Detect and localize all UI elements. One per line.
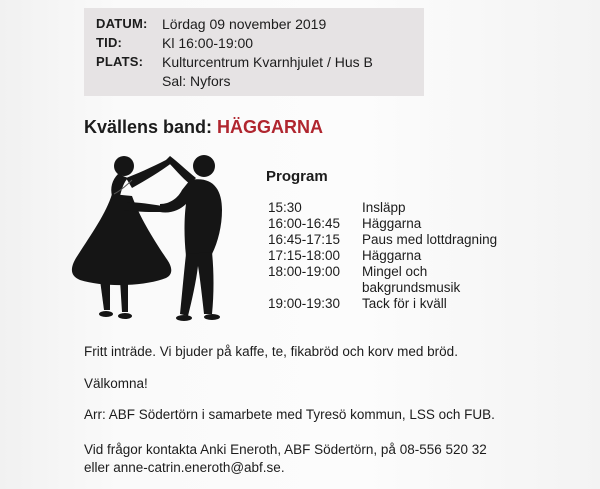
program-activity: bakgrundsmusik [362,280,461,295]
contact-text-line1: Vid frågor kontakta Anki Eneroth, ABF Södertörn, på 08-556 520 32 [84,442,487,457]
event-info-box [84,8,424,96]
date-value: Lördag 09 november 2019 [162,16,327,32]
program-activity: Insläpp [362,200,406,215]
info-row-date [84,16,424,32]
date-label: DATUM: [96,16,148,31]
place-value: Kulturcentrum Kvarnhjulet / Hus B [162,54,373,70]
welcome-text: Välkomna! [84,376,148,391]
time-value: Kl 16:00-19:00 [162,35,254,51]
program-time: 17:15-18:00 [268,248,341,263]
free-entry-text: Fritt inträde. Vi bjuder på kaffe, te, fikabröd och korv med bröd. [84,344,458,359]
program-activity: Mingel och [362,264,428,279]
band-heading [84,117,323,138]
program-time: 19:00-19:30 [268,296,341,311]
contact-text-line2: eller anne-catrin.eneroth@abf.se. [84,460,285,475]
dancing-couple-silhouette-icon [62,154,262,326]
program-title: Program [266,168,328,185]
info-row-room [84,73,424,89]
program-time: 15:30 [268,200,302,215]
info-row-place [84,54,424,70]
place-label: PLATS: [96,54,144,69]
room-value: Sal: Nyfors [162,73,231,89]
program-activity: Häggarna [362,248,422,263]
band-name: HÄGGARNA [217,117,324,137]
program-activity: Häggarna [362,216,422,231]
info-row-time [84,35,424,51]
program-activity: Tack för i kväll [362,296,447,311]
band-prefix: Kvällens band: [84,117,218,137]
program-time: 16:00-16:45 [268,216,341,231]
time-label: TID: [96,35,123,50]
program-time: 16:45-17:15 [268,232,341,247]
program-activity: Paus med lottdragning [362,232,498,247]
organizer-text: Arr: ABF Södertörn i samarbete med Tyresö kommun, LSS och FUB. [84,407,495,422]
program-time: 18:00-19:00 [268,264,341,279]
